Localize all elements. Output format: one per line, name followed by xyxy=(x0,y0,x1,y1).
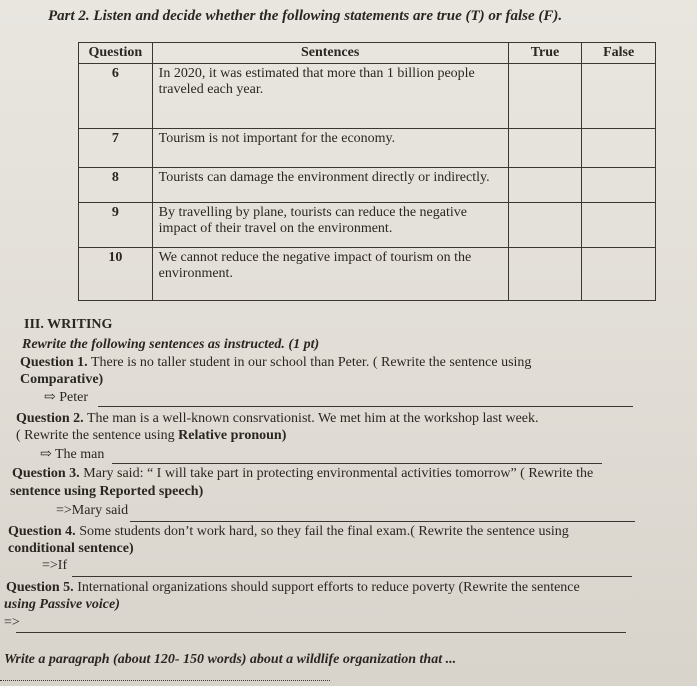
statement-text: Tourists can damage the environment directly or indirectly. xyxy=(152,168,508,203)
table-row xyxy=(79,168,656,203)
true-cell[interactable] xyxy=(508,64,582,129)
true-false-table xyxy=(78,42,656,301)
question-1-text: There is no taller student in our school than Peter. ( Rewrite the sentence using xyxy=(90,355,532,370)
answer-line-5[interactable] xyxy=(16,632,626,633)
statement-text: We cannot reduce the negative impact of tourism on the environment. xyxy=(152,248,508,301)
header-question: Question xyxy=(79,43,153,64)
question-4 xyxy=(8,524,569,540)
header-false: False xyxy=(582,43,656,64)
table-row xyxy=(79,203,656,248)
question-5-start: => xyxy=(4,615,20,630)
question-4-start: =>If xyxy=(42,558,68,573)
question-3 xyxy=(12,466,593,482)
false-cell[interactable] xyxy=(582,203,656,248)
table-row xyxy=(79,248,656,301)
question-1-task: Comparative) xyxy=(20,372,104,387)
true-cell[interactable] xyxy=(508,248,582,301)
writing-instruction: Rewrite the following sentences as instructed. (1 pt) xyxy=(22,337,320,352)
table-row xyxy=(79,129,656,168)
question-1-start: ⇨ Peter xyxy=(44,390,88,405)
question-1 xyxy=(20,355,531,371)
question-2-task-bold: Relative pronoun) xyxy=(178,428,287,443)
table-header-row xyxy=(79,43,656,64)
question-2-text: The man is a well-known consrvationist. We met him at the workshop last week. xyxy=(86,411,539,426)
question-2 xyxy=(16,411,539,427)
header-sentences: Sentences xyxy=(152,43,508,64)
question-3-start: =>Mary said xyxy=(56,503,129,518)
statement-text: By travelling by plane, tourists can reduce the negative impact of their travel on the environment. xyxy=(152,203,508,248)
paragraph-line[interactable] xyxy=(0,680,330,681)
false-cell[interactable] xyxy=(582,129,656,168)
true-cell[interactable] xyxy=(508,203,582,248)
question-2-task xyxy=(16,428,286,444)
question-4-task: conditional sentence) xyxy=(8,541,134,556)
true-cell[interactable] xyxy=(508,168,582,203)
question-4-text: Some students don’t work hard, so they fail the final exam.( Rewrite the sentence using xyxy=(79,524,569,539)
true-cell[interactable] xyxy=(508,129,582,168)
header-true: True xyxy=(508,43,582,64)
question-3-label: Question 3. xyxy=(12,466,80,481)
part-title: Part 2. Listen and decide whether the following statements are true (T) or false (F). xyxy=(48,8,563,24)
answer-line-4[interactable] xyxy=(72,576,632,577)
writing-heading: III. WRITING xyxy=(24,317,113,332)
question-5-text: International organizations should support efforts to reduce poverty (Rewrite the sentence xyxy=(77,580,580,595)
question-2-start: ⇨ The man xyxy=(40,447,105,462)
question-number: 10 xyxy=(79,248,153,301)
answer-line-1[interactable] xyxy=(98,406,633,407)
question-5-label: Question 5. xyxy=(6,580,74,595)
false-cell[interactable] xyxy=(582,248,656,301)
question-3-text: Mary said: “ I will take part in protecting environmental activities tomorrow” ( Rewrite the xyxy=(83,466,594,481)
question-5-task: using Passive voice) xyxy=(4,597,120,612)
false-cell[interactable] xyxy=(582,168,656,203)
table-row xyxy=(79,64,656,129)
question-number: 9 xyxy=(79,203,153,248)
question-5 xyxy=(6,580,580,596)
question-2-task-text: ( Rewrite the sentence using xyxy=(16,428,179,443)
answer-line-2[interactable] xyxy=(112,463,602,464)
statement-text: In 2020, it was estimated that more than 1 billion people traveled each year. xyxy=(152,64,508,129)
question-number: 8 xyxy=(79,168,153,203)
question-3-task: sentence using Reported speech) xyxy=(10,484,204,499)
question-2-label: Question 2. xyxy=(16,411,84,426)
paragraph-task: Write a paragraph (about 120- 150 words) about a wildlife organization that ... xyxy=(4,652,457,667)
false-cell[interactable] xyxy=(582,64,656,129)
statement-text: Tourism is not important for the economy. xyxy=(152,129,508,168)
answer-line-3[interactable] xyxy=(130,521,635,522)
question-number: 6 xyxy=(79,64,153,129)
question-4-label: Question 4. xyxy=(8,524,76,539)
question-1-label: Question 1. xyxy=(20,355,88,370)
question-number: 7 xyxy=(79,129,153,168)
